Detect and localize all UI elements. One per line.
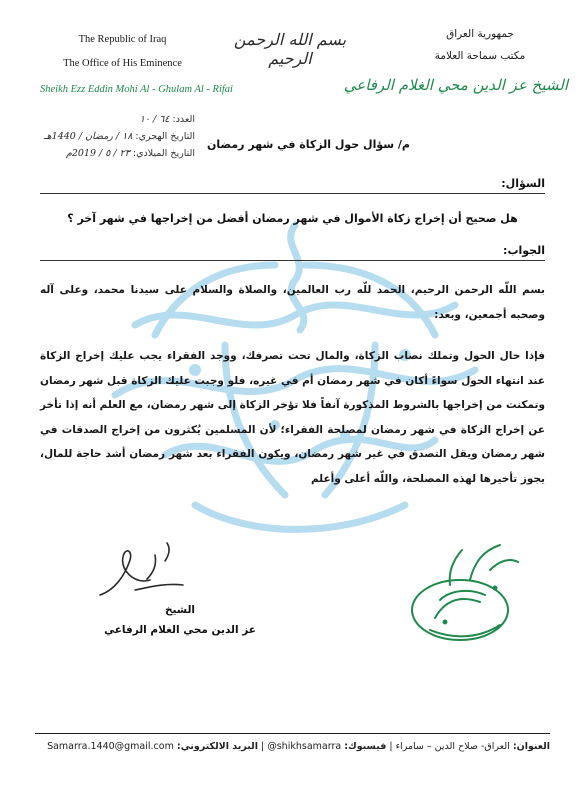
reference-gregorian-value: ٢٣ / ٥ / 2019م — [65, 148, 130, 159]
reference-hijri-label: التاريخ الهجري: — [135, 131, 195, 142]
question-text: هل صحيح أن إخراج زكاة الأموال في شهر رمضان أفضل من إخراجها في شهر آخر ؟ — [67, 212, 518, 225]
subject-line: م/ سؤال حول الزكاة في شهر رمضان — [207, 138, 410, 151]
footer-address-value: العراق- صلاح الدين – سامراء — [395, 741, 510, 752]
header-ar-line1: جمهورية العراق — [446, 28, 514, 40]
reference-gregorian-label: التاريخ الميلادي: — [132, 148, 195, 159]
reference-hijri-value: ١٨ / رمضان / 1440هـ — [43, 131, 133, 142]
basmala: بسم الله الرحمن الرحيم — [233, 30, 347, 68]
footer-address-label: العنوان: — [512, 741, 550, 752]
footer-email-value[interactable]: Samarra.1440@gmail.com — [47, 741, 174, 752]
footer-email-label: البريد الالكتروني: — [176, 741, 258, 752]
question-rule — [40, 193, 545, 194]
header-en-line3: Sheikh Ezz Eddin Mohi Al - Ghulam Al - Rifai — [40, 84, 233, 95]
footer-contact-line — [35, 741, 550, 752]
footer-divider — [35, 733, 550, 734]
reference-number-label: العدد: — [172, 114, 195, 125]
answer-body: فإذا حال الحول وتملك نصاب الزكاة، والمال تحت تصرفك، ووجد الفقراء يجب عليك إخراج الزكاة عند انتهاء الحول سواءً أكان في شهر رمضان أم في غيره، فلو وجبت عليك الزكاة قبل شهر رمضان وتمكنت من إخراجها بالشروط المذكورة آنفاً فلا تؤخر الزكاة إلى شهر رمضان، مع العلم أنه إذا تأخر عن إخراج الزكاة في شهر رمضان لمصلحة الفقراء؛ لأن المسلمين يُكثرون من إخراج الصدقات في شهر رمضان ويقل التصدق في غير شهر رمضان، ويكون الفقراء بعد شهر رمضان أشد حاجة للمال، يجوز تأخيرها لهذه المصلحة، واللّه أعلى وأعلم — [40, 350, 545, 485]
header-en-line2: The Office of His Eminence — [63, 58, 182, 69]
header-ar-line3: الشيخ عز الدين محي الغلام الرفاعي — [343, 76, 568, 94]
footer-separator-1: | — [386, 741, 393, 752]
footer-separator-2: | — [257, 741, 265, 752]
office-seal — [400, 540, 530, 650]
reference-gregorian — [35, 148, 195, 159]
header-en-line1: The Republic of Iraq — [78, 34, 167, 45]
footer-facebook-value[interactable]: @shikhsamarra — [267, 741, 342, 752]
answer-intro: بسم اللّه الرحمن الرحيم، الحمد للّه رب العالمين، والصلاة والسلام على سيدنا محمد، وعلى آله وصحبه أجمعين، وبعد: — [40, 284, 545, 321]
signature-mark — [95, 535, 190, 605]
signature-title: الشيخ — [164, 604, 196, 616]
answer-rule — [40, 260, 545, 261]
answer-label: الجواب: — [503, 244, 545, 257]
header-ar-line2: مكتب سماحة العلامة — [434, 50, 526, 62]
reference-number — [125, 114, 195, 125]
reference-hijri — [35, 131, 195, 142]
footer-facebook-label: فيسبوك: — [344, 741, 387, 752]
signature-name: عز الدين محي الغلام الرفاعي — [104, 624, 256, 636]
question-label: السؤال: — [501, 177, 545, 190]
reference-number-value: ٦٤ / ١٠ — [139, 114, 170, 125]
